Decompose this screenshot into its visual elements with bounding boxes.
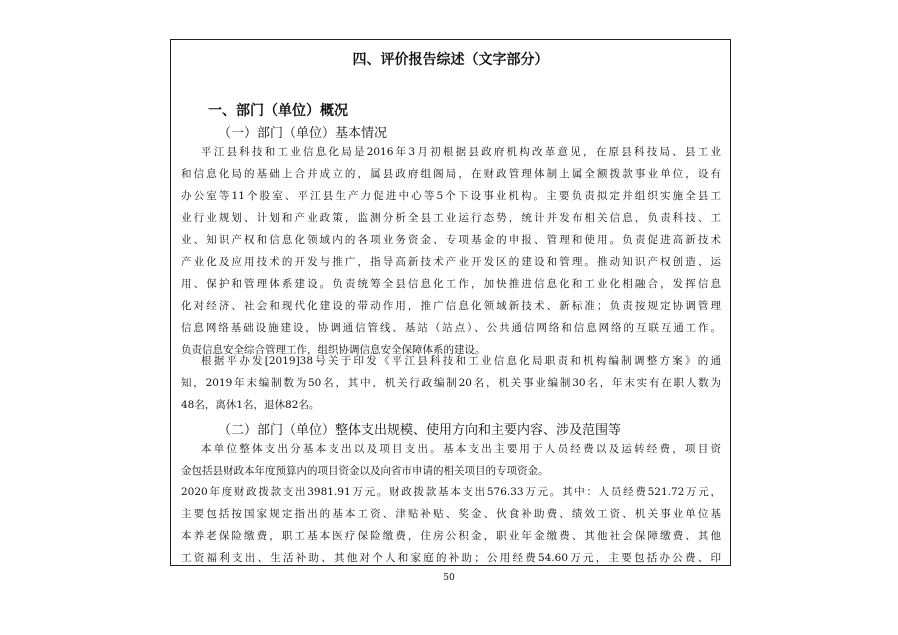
text-line: 负责信息安全综合管理工作，组织协调信息安全保障体系的建设。 (181, 344, 486, 356)
text-line: 化对经济、社会和现代化建设的带动作用，推广信息化领域新技术、新标准；负责按规定协调管理 (181, 300, 721, 312)
section-title: 四、评价报告综述（文字部分） (352, 52, 549, 68)
heading-basic-info: （一）部门（单位）基本情况 (218, 126, 388, 141)
paragraph-staffing (181, 350, 721, 416)
text-line: 本养老保险缴费，职工基本医疗保险缴费，住房公积金，职业年金缴费、其他社会保障缴费、其他 (181, 530, 721, 542)
text-line: 信息网络基础设施建设，协调通信管线、基站（站点）、公共通信网络和信息网络的互联互通工作。 (181, 322, 721, 334)
text-line: 办公室等11个股室、平江县生产力促进中心等5个下设事业机构。主要负责拟定并组织实施全县工 (181, 190, 721, 202)
page-number: 50 (443, 573, 455, 583)
text-line: 业、知识产权和信息化领域内的各项业务资金、专项基金的申报、管理和使用。负责促进高新技术 (181, 234, 721, 246)
text-line: 本单位整体支出分基本支出以及项目支出。基本支出主要用于人员经费以及运转经费，项目资 (201, 443, 721, 455)
document-frame (170, 39, 731, 566)
text-line: 工资福利支出、生活补助、其他对个人和家庭的补助；公用经费54.60万元，主要包括办公费、印 (181, 552, 721, 564)
text-line: 业行业规划、计划和产业政策，监测分析全县工业运行态势，统计并发布相关信息，负责科技、工 (181, 212, 721, 224)
paragraph-basic-info (181, 141, 721, 361)
text-line: 知，2019年末编制数为50名，其中，机关行政编制20名，机关事业编制30名，年末实有在职人数为 (181, 377, 721, 389)
text-line: 48名，离休1名，退休82名。 (181, 399, 320, 411)
text-line: 和信息化局的基础上合并成立的，属县政府组阁局，在财政管理体制上属全额拨款事业单位，设有 (181, 168, 721, 180)
text-line: 平江县科技和工业信息化局是2016年3月初根据县政府机构改革意见，在原县科技局、县工业 (201, 146, 721, 158)
text-line: 产业化及应用技术的开发与推广，指导高新技术产业开发区的建设和管理。推动知识产权创造、运 (181, 256, 721, 268)
text-line: 主要包括按国家规定指出的基本工资、津贴补贴、奖金、伙食补助费、绩效工资、机关事业单位基 (181, 508, 721, 520)
text-line: 2020年度财政拨款支出3981.91万元。财政拨款基本支出576.33万元。其中：人员经费521.72万元， (181, 486, 721, 498)
text-line: 用、保护和管理体系建设。负责统筹全县信息化工作，加快推进信息化和工业化相融合，发挥信息 (181, 278, 721, 290)
text-line: 金包括县财政本年度预算内的项目资金以及向省市申请的相关项目的专项资金。 (181, 465, 549, 477)
paragraph-expenditure-overview (181, 438, 721, 482)
paragraph-expenditure-detail (181, 481, 721, 566)
heading-expenditure: （二）部门（单位）整体支出规模、使用方向和主要内容、涉及范围等 (218, 423, 622, 438)
text-line: 根据平办发[2019]38号关于印发《平江县科技和工业信息化局职责和机构编制调整方案》的通 (201, 355, 721, 367)
heading-overview: 一、部门（单位）概况 (208, 103, 348, 119)
